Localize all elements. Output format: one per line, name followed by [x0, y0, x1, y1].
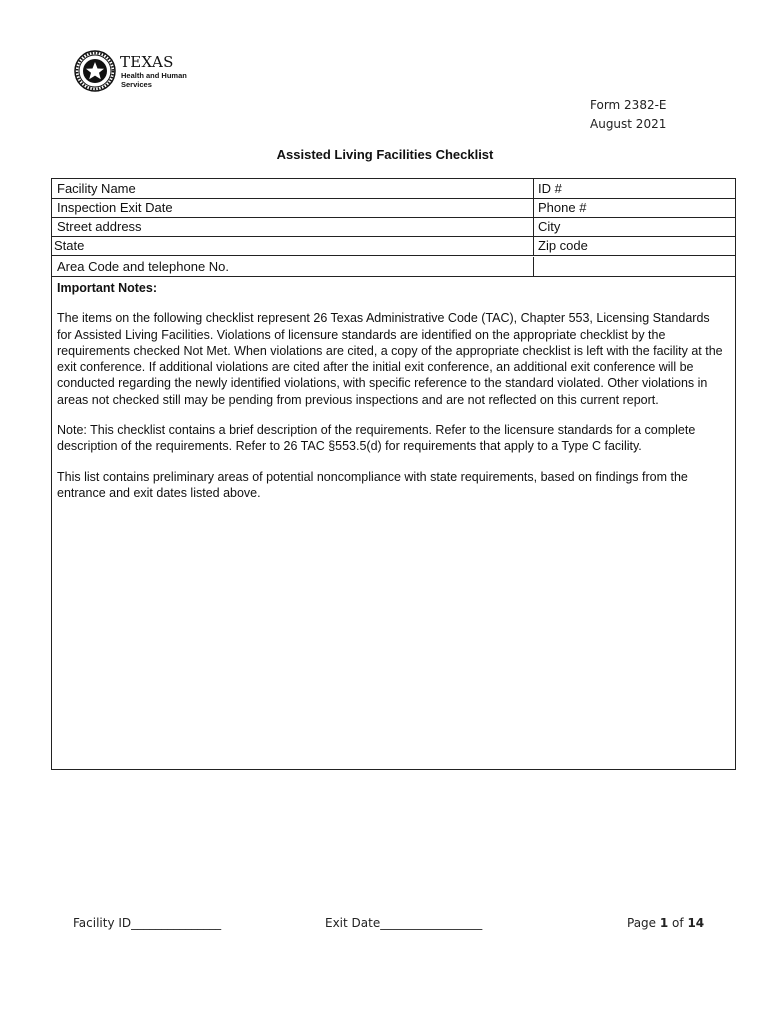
field-row [52, 198, 735, 218]
logo-subtitle: Health and Human Services [121, 71, 187, 89]
footer-page-number: Page 1 of 14 [627, 916, 705, 930]
facility-info-table [51, 178, 736, 770]
field-facility-name[interactable]: Facility Name [57, 181, 136, 196]
form-meta [590, 96, 667, 134]
field-row [52, 257, 735, 277]
notes-paragraph: Note: This checklist contains a brief description of the requirements. Refer to the licensure standards for a complete description of the requirements. Refer to 26 TAC §553.5(d) for requirements that apply to a Type C facility. [57, 423, 696, 454]
footer-exit-date: Exit Date_________________ [325, 916, 483, 930]
notes-paragraph: This list contains preliminary areas of potential noncompliance with state requirements, based on findings from the entrance and exit dates listed above. [57, 469, 688, 500]
important-notes [57, 280, 727, 515]
field-zip-code[interactable]: Zip code [538, 238, 588, 253]
field-state[interactable]: State [54, 238, 85, 253]
page-title: Assisted Living Facilities Checklist [276, 147, 494, 162]
field-id[interactable]: ID # [538, 181, 562, 196]
field-row [52, 236, 735, 256]
field-inspection-exit-date[interactable]: Inspection Exit Date [57, 200, 173, 215]
form-number: Form 2382-E [590, 98, 667, 112]
field-street-address[interactable]: Street address [57, 219, 142, 234]
field-city[interactable]: City [538, 219, 561, 234]
form-date: August 2021 [590, 117, 667, 131]
field-phone[interactable]: Phone # [538, 200, 587, 215]
notes-paragraph: The items on the following checklist represent 26 Texas Administrative Code (TAC), Chapter 553, Licensing Standards for Assisted Living Facilities. Violations of licensure standards are identified on the appropriate checklist by the requirements checked Not Met. When violations are cited, a copy of the appropriate checklist is left with the facility at the exit conference. If additional violations are cited after the initial exit conference, an additional exit conference will be conducted regarding the newly identified violations, with specific reference to the standard violated. Other violations in areas not checked still may be pending from previous inspections and are not reflected on this current report. [57, 311, 723, 407]
logo-title: TEXAS [120, 53, 174, 71]
texas-seal-icon [74, 50, 116, 92]
texas-hhs-logo [74, 50, 194, 92]
notes-heading: Important Notes: [57, 281, 157, 295]
field-row [52, 179, 735, 199]
field-area-code-telephone[interactable]: Area Code and telephone No. [57, 259, 230, 274]
footer-facility-id: Facility ID_______________ [73, 916, 222, 930]
field-row [52, 217, 735, 237]
